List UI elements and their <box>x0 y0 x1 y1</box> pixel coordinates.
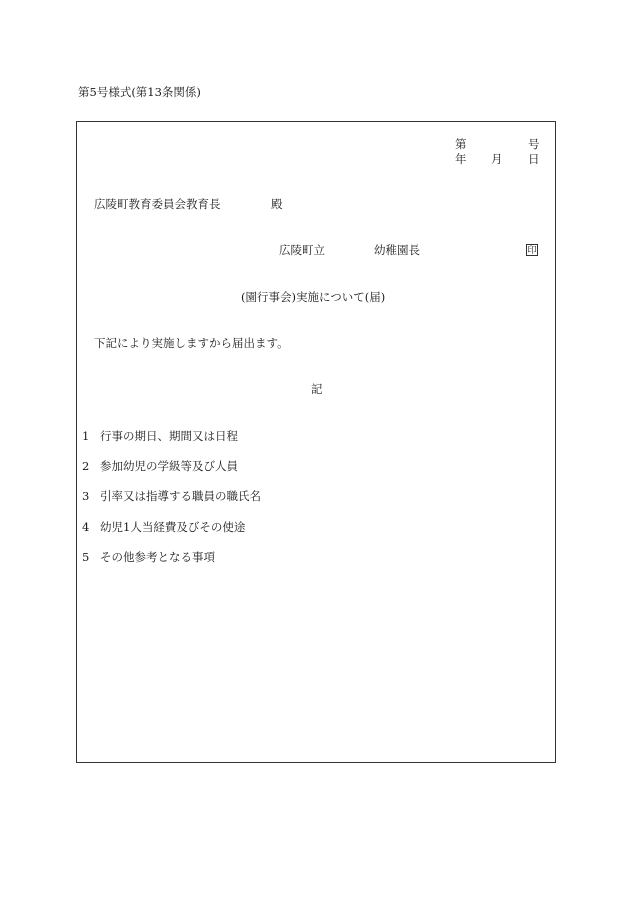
item-number: 2 <box>82 459 90 473</box>
date-month: 月 <box>491 152 503 166</box>
item-text: 行事の期日、期間又は日程 <box>100 429 238 443</box>
item-number: 5 <box>82 550 90 564</box>
seal-mark: 印 <box>527 246 537 256</box>
sender-prefix: 広陵町立 <box>279 243 325 257</box>
form-number-label: 第5号様式(第13条関係) <box>78 85 201 99</box>
date-day: 日 <box>528 152 540 166</box>
doc-number-dai: 第 <box>455 137 467 151</box>
item-text: その他参考となる事項 <box>100 550 215 564</box>
addressee-honorific: 殿 <box>271 197 283 211</box>
item-number: 1 <box>82 429 90 443</box>
item-text: 幼児1人当経費及びその使途 <box>100 520 246 534</box>
date-year: 年 <box>455 152 467 166</box>
item-number: 4 <box>82 520 90 534</box>
item-number: 3 <box>82 489 90 503</box>
document-title: (園行事会)実施について(届) <box>241 290 386 304</box>
sender-title: 幼稚園長 <box>374 243 420 257</box>
addressee-name: 広陵町教育委員会教育長 <box>94 197 221 211</box>
item-text: 参加幼児の学級等及び人員 <box>100 459 238 473</box>
doc-number-go: 号 <box>528 137 540 151</box>
item-text: 引率又は指導する職員の職氏名 <box>100 489 261 503</box>
intro-text: 下記により実施しますから届出ます。 <box>94 336 289 350</box>
ki-heading: 記 <box>311 382 323 396</box>
